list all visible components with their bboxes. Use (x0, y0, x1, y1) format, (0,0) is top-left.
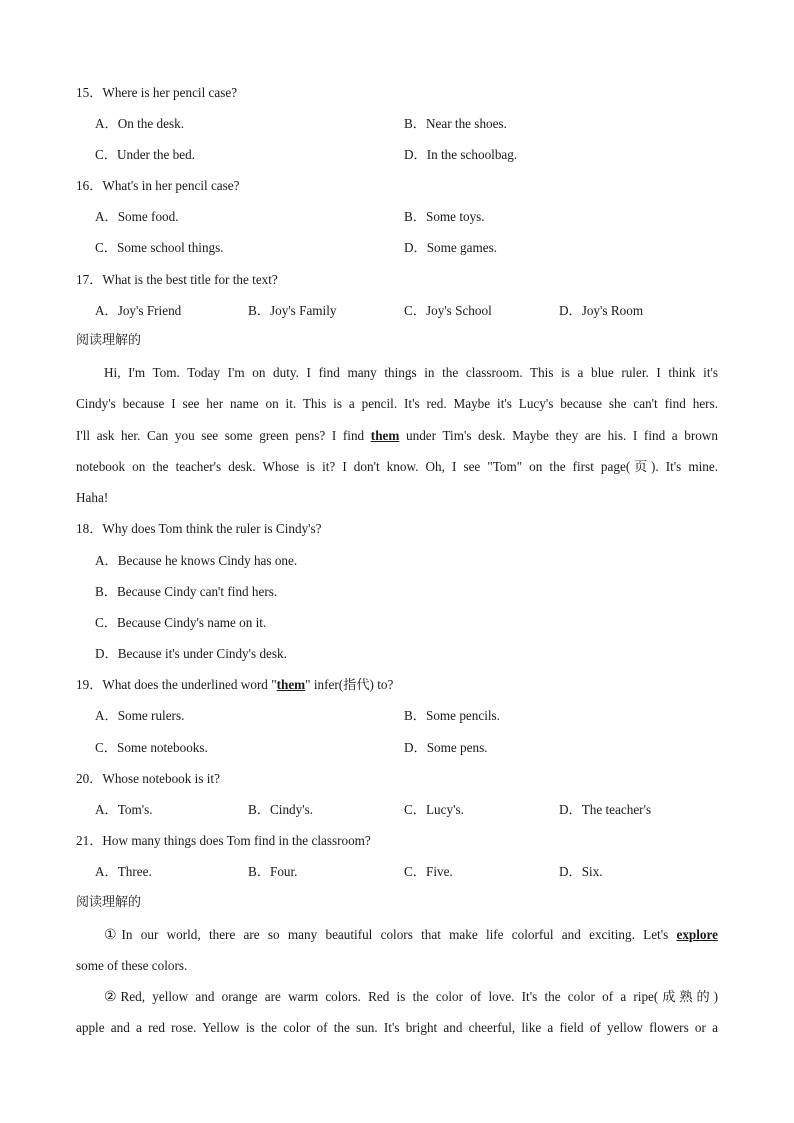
question-21-stem: 21．How many things does Tom find in the classroom? (76, 833, 371, 848)
question-17-option-b[interactable]: B．Joy's Family (248, 303, 337, 318)
question-18-option-b[interactable]: B．Because Cindy can't find hers. (95, 584, 278, 599)
question-18-option-a[interactable]: A．Because he knows Cindy has one. (95, 553, 298, 568)
question-20-option-d[interactable]: D．The teacher's (559, 802, 652, 817)
question-20-option-b[interactable]: B．Cindy's. (248, 802, 314, 817)
question-15-option-d[interactable]: D．In the schoolbag. (404, 147, 518, 162)
section-label-reading-2: 阅读理解的 (76, 895, 142, 910)
question-16-stem: 16．What's in her pencil case? (76, 178, 240, 193)
question-20-stem: 20．Whose notebook is it? (76, 771, 220, 786)
question-18-option-c[interactable]: C．Because Cindy's name on it. (95, 615, 267, 630)
paragraph-number-1: ① (104, 927, 122, 943)
passage-1-line-2: Cindy's because I see her name on it. This is a pencil. It's red. Maybe it's Lucy's because she can't find hers. (76, 396, 718, 411)
question-15-option-a[interactable]: A．On the desk. (95, 116, 185, 131)
passage-2-para-2-line-1-text: Red, yellow and orange are warm colors. Red is the color of love. It's the color of a ripe(成熟的) (120, 989, 718, 1004)
question-21-option-c[interactable]: C．Five. (404, 864, 453, 879)
question-19-option-d[interactable]: D．Some pens. (404, 740, 488, 755)
underlined-word-them: them (370, 428, 400, 443)
passage-2-para-2-line-1 (76, 989, 718, 1005)
question-16-option-a[interactable]: A．Some food. (95, 209, 179, 224)
passage-1-line-3-pre: I'll ask her. Can you see some green pens? I find (76, 428, 371, 443)
passage-1-line-1: Hi, I'm Tom. Today I'm on duty. I find many things in the classroom. This is a blue ruler. I think it's (104, 365, 718, 380)
paragraph-number-2: ② (104, 989, 121, 1005)
question-19-stem-pre: 19．What does the underlined word " (76, 677, 277, 692)
question-19-underlined-word: them (276, 677, 306, 692)
question-21-option-b[interactable]: B．Four. (248, 864, 298, 879)
passage-2-para-2-line-2: apple and a red rose. Yellow is the color of the sun. It's bright and cheerful, like a field of yellow flowers or a (76, 1020, 718, 1035)
question-21-option-d[interactable]: D．Six. (559, 864, 603, 879)
question-17-stem: 17．What is the best title for the text? (76, 272, 278, 287)
question-18-stem: 18．Why does Tom think the ruler is Cindy's? (76, 521, 322, 536)
passage-2-para-1-line-2: some of these colors. (76, 958, 188, 973)
question-18-option-d[interactable]: D．Because it's under Cindy's desk. (95, 646, 287, 661)
section-label-reading: 阅读理解的 (76, 333, 142, 348)
question-19-option-a[interactable]: A．Some rulers. (95, 708, 185, 723)
passage-2-para-1-line-1 (76, 927, 718, 943)
question-17-option-c[interactable]: C．Joy's School (404, 303, 492, 318)
question-19-option-b[interactable]: B．Some pencils. (404, 708, 500, 723)
question-16-option-d[interactable]: D．Some games. (404, 240, 498, 255)
passage-1-line-4: notebook on the teacher's desk. Whose is it? I don't know. Oh, I see "Tom" on the first page(页). It's mine. (76, 459, 718, 474)
question-20-option-c[interactable]: C．Lucy's. (404, 802, 464, 817)
underlined-word-explore: explore (676, 927, 718, 942)
question-20-option-a[interactable]: A．Tom's. (95, 802, 153, 817)
question-17-option-d[interactable]: D．Joy's Room (559, 303, 644, 318)
passage-1-line-5: Haha! (76, 490, 109, 505)
question-19-option-c[interactable]: C．Some notebooks. (95, 740, 208, 755)
question-21-option-a[interactable]: A．Three. (95, 864, 152, 879)
question-16-option-b[interactable]: B．Some toys. (404, 209, 485, 224)
passage-2-para-1-line-1-text: In our world, there are so many beautiful colors that make life colorful and exciting. Let's (121, 927, 677, 942)
question-15-option-b[interactable]: B．Near the shoes. (404, 116, 507, 131)
question-19-stem (76, 677, 393, 693)
question-15-stem: 15．Where is her pencil case? (76, 85, 238, 100)
question-19-stem-post: " infer(指代) to? (305, 677, 394, 692)
question-15-option-c[interactable]: C．Under the bed. (95, 147, 195, 162)
passage-1-line-3 (76, 428, 718, 444)
question-16-option-c[interactable]: C．Some school things. (95, 240, 224, 255)
passage-1-line-3-post: under Tim's desk. Maybe they are his. I find a brown (399, 428, 719, 443)
question-17-option-a[interactable]: A．Joy's Friend (95, 303, 182, 318)
